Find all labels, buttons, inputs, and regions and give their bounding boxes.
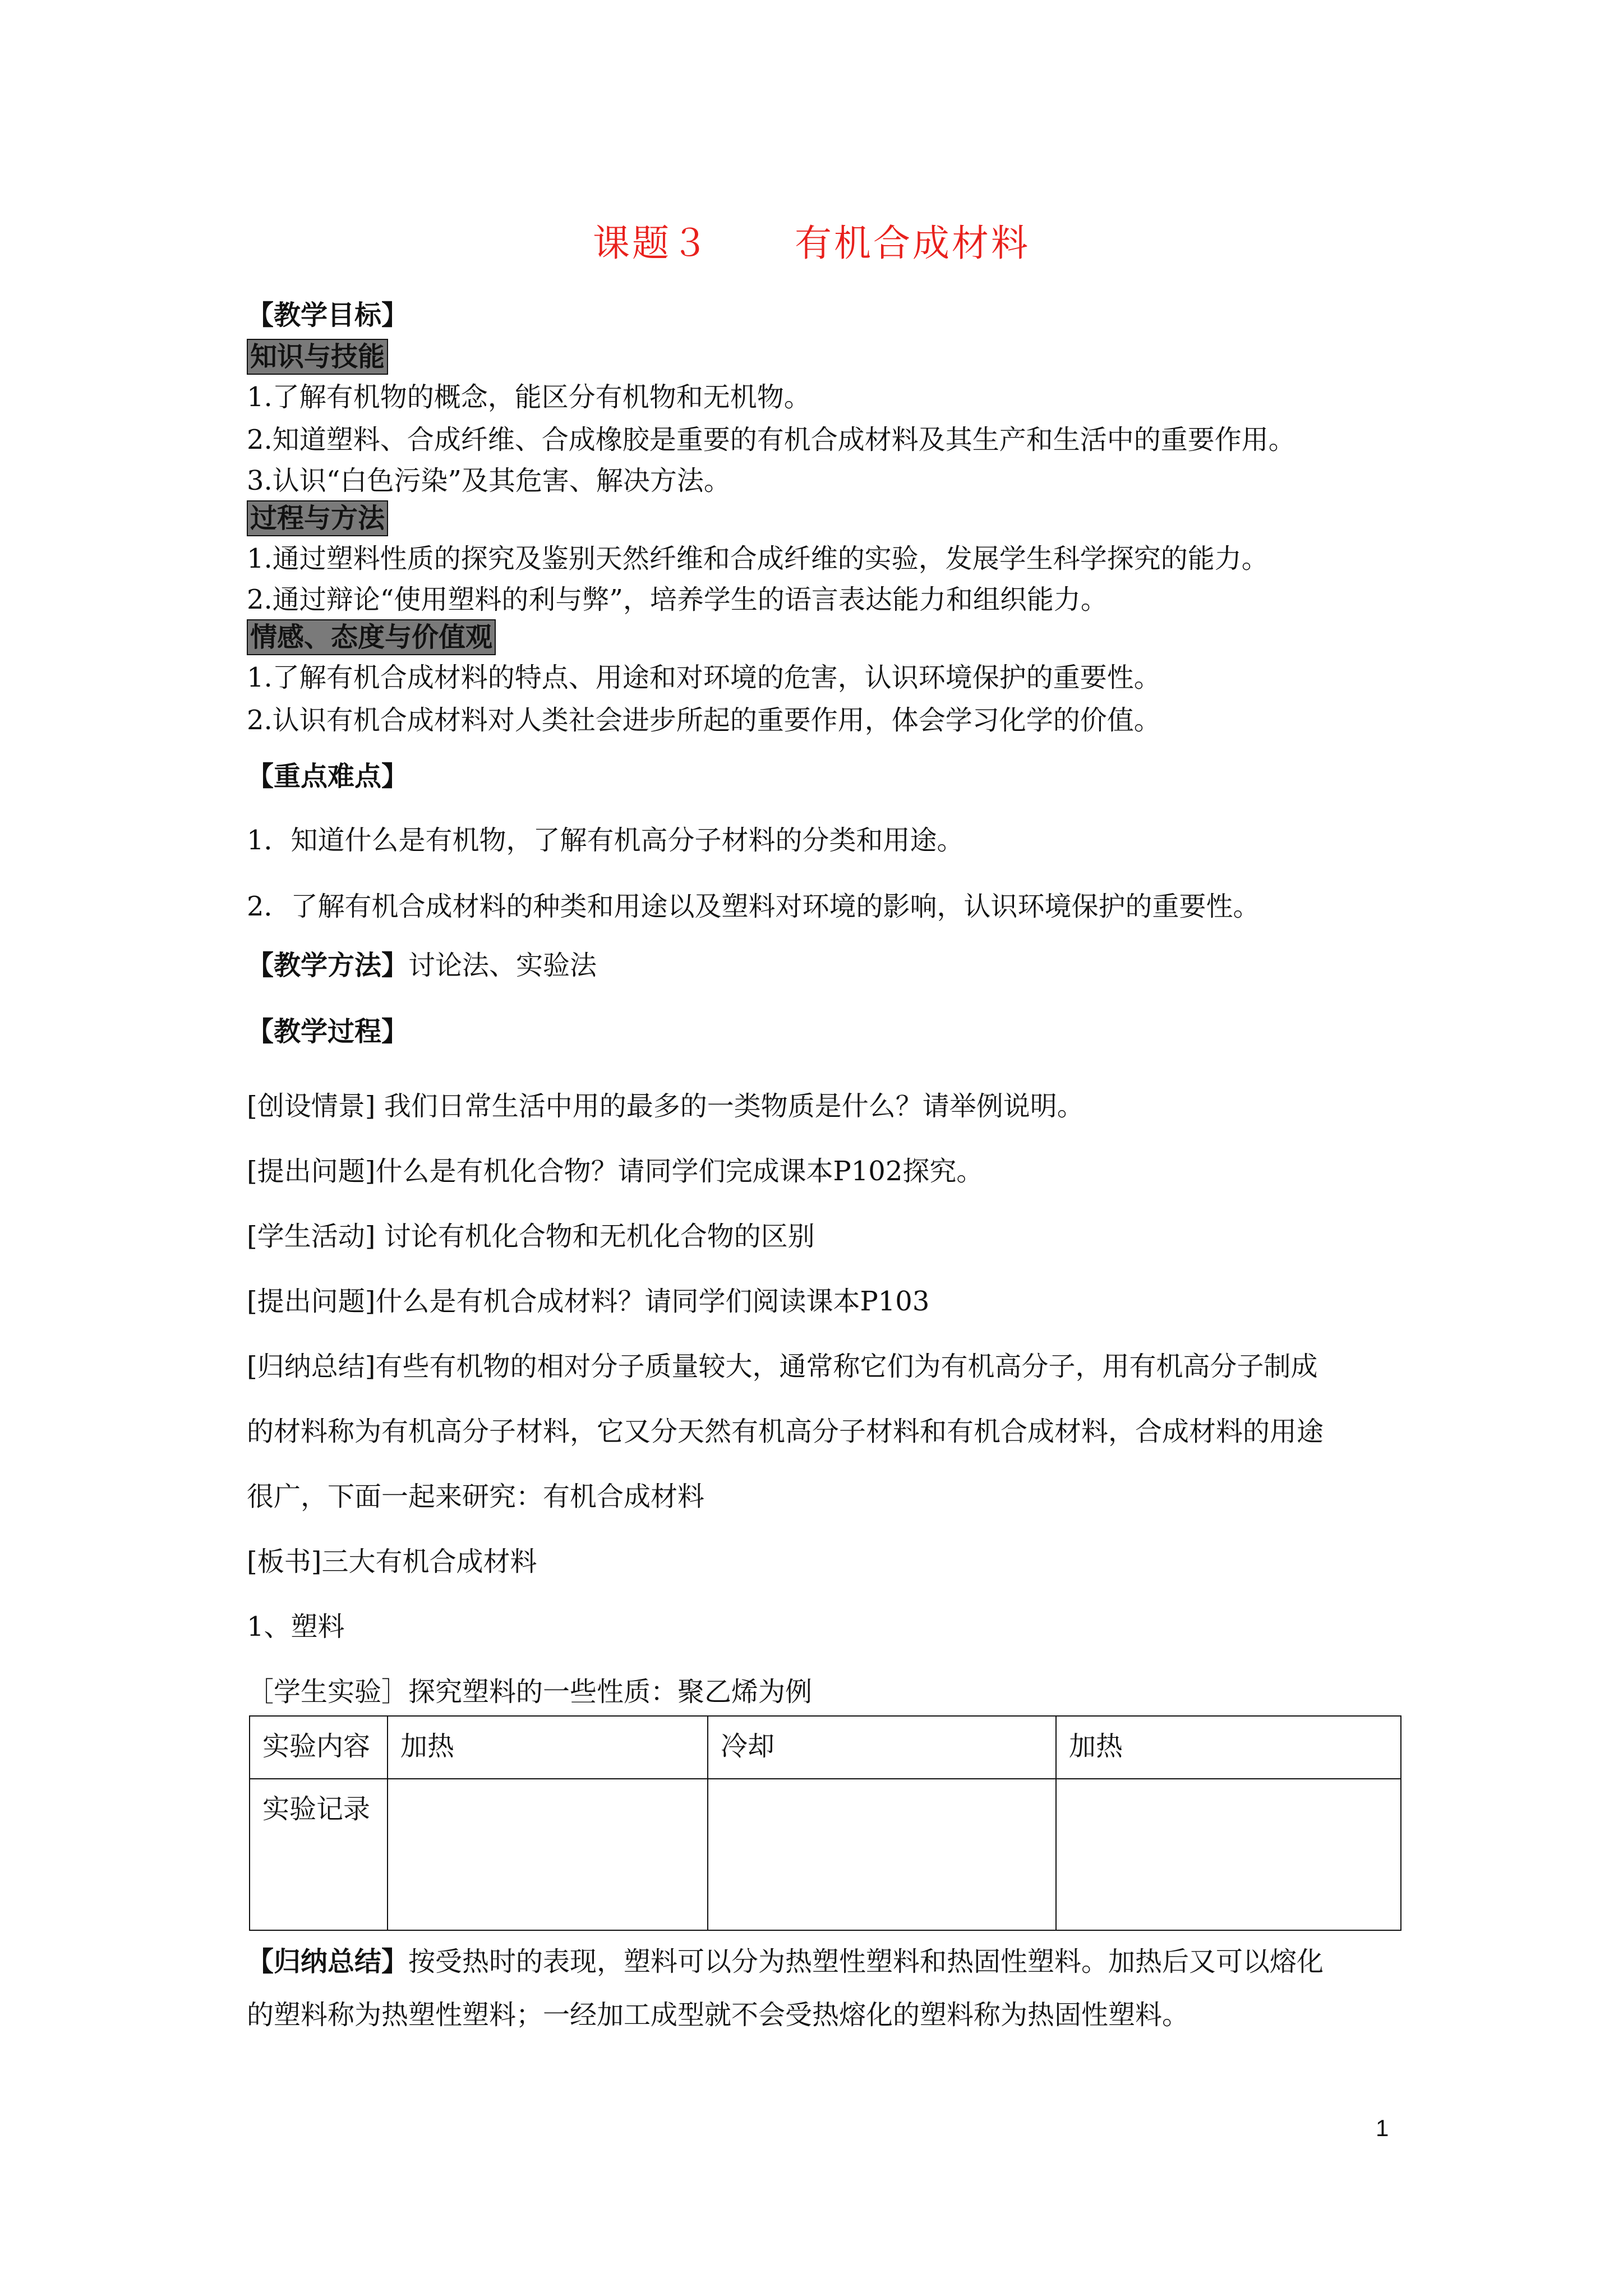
emotion-label-row (247, 619, 1408, 656)
process-line: [创设情景] 我们日常生活中用的最多的一类物质是什么？请举例说明。 (247, 1091, 1084, 1122)
process-heading: 【教学过程】 (247, 1016, 409, 1047)
process-line: [学生活动] 讨论有机化合物和无机化合物的区别 (247, 1221, 815, 1252)
process-line: 很广，下面一起来研究：有机合成材料 (247, 1481, 705, 1512)
objectives-heading: 【教学目标】 (247, 300, 409, 331)
table-row (250, 1716, 1401, 1779)
knowledge-item: 1.了解有机物的概念，能区分有机物和无机物。 (247, 381, 811, 413)
process-line: [板书]三大有机合成材料 (247, 1546, 537, 1577)
page-number: 1 (1376, 2115, 1389, 2141)
key-points-heading: 【重点难点】 (247, 761, 409, 792)
experiment-table (249, 1715, 1401, 1931)
process-line: [提出问题]什么是有机化合物？请同学们完成课本P102探究。 (247, 1156, 984, 1187)
key-point-item: 2．了解有机合成材料的种类和用途以及塑料对环境的影响，认识环境保护的重要性。 (247, 891, 1260, 922)
process-line: 的材料称为有机高分子材料，它又分天然有机高分子材料和有机合成材料，合成材料的用途 (247, 1416, 1324, 1447)
knowledge-label-row (247, 339, 1408, 376)
table-cell (1056, 1779, 1401, 1930)
emotion-item: 2.认识有机合成材料对人类社会进步所起的重要作用，体会学习化学的价值。 (247, 705, 1161, 736)
process-label: 过程与方法 (247, 500, 388, 536)
process-item: 2.通过辩论“使用塑料的利与弊”，培养学生的语言表达能力和组织能力。 (247, 584, 1108, 615)
summary-line-2: 的塑料称为热塑性塑料；一经加工成型就不会受热熔化的塑料称为热固性塑料。 (247, 1999, 1189, 2031)
process-line: [归纳总结]有些有机物的相对分子质量较大，通常称它们为有机高分子，用有机高分子制成 (247, 1351, 1318, 1382)
title-lesson-number: 课题３ (593, 222, 711, 265)
page-title (0, 213, 1623, 266)
summary-line-1: 按受热时的表现，塑料可以分为热塑性塑料和热固性塑料。加热后又可以熔化 (408, 1946, 1324, 1977)
table-cell: 冷却 (708, 1716, 1056, 1779)
knowledge-item: 3.认识“白色污染”及其危害、解决方法。 (247, 465, 731, 496)
table-cell: 实验记录 (250, 1779, 388, 1930)
process-label-row (247, 500, 1408, 537)
title-topic: 有机合成材料 (795, 222, 1030, 265)
table-cell: 加热 (1056, 1716, 1401, 1779)
process-item: 1.通过塑料性质的探究及鉴别天然纤维和合成纤维的实验，发展学生科学探究的能力。 (247, 543, 1269, 574)
process-line: ［学生实验］探究塑料的一些性质：聚乙烯为例 (247, 1676, 813, 1708)
process-line: [提出问题]什么是有机合成材料？请同学们阅读课本P103 (247, 1286, 930, 1317)
method-heading: 【教学方法】 (247, 950, 409, 981)
process-line: 1、塑料 (247, 1611, 345, 1642)
method-row (247, 946, 1408, 1012)
table-cell: 加热 (388, 1716, 708, 1779)
knowledge-label: 知识与技能 (247, 339, 388, 375)
method-text: 讨论法、实验法 (408, 950, 597, 981)
summary-row (247, 1931, 1408, 1993)
table-cell (708, 1779, 1056, 1930)
summary-label: 【归纳总结】 (247, 1946, 409, 1977)
emotion-label: 情感、态度与价值观 (247, 619, 496, 655)
key-point-item: 1．知道什么是有机物，了解有机高分子材料的分类和用途。 (247, 825, 964, 856)
table-cell (388, 1779, 708, 1930)
emotion-item: 1.了解有机合成材料的特点、用途和对环境的危害，认识环境保护的重要性。 (247, 662, 1161, 693)
table-row (250, 1779, 1401, 1930)
table-cell: 实验内容 (250, 1716, 388, 1779)
knowledge-item: 2.知道塑料、合成纤维、合成橡胶是重要的有机合成材料及其生产和生活中的重要作用。 (247, 424, 1295, 455)
document-body (247, 297, 1408, 2037)
